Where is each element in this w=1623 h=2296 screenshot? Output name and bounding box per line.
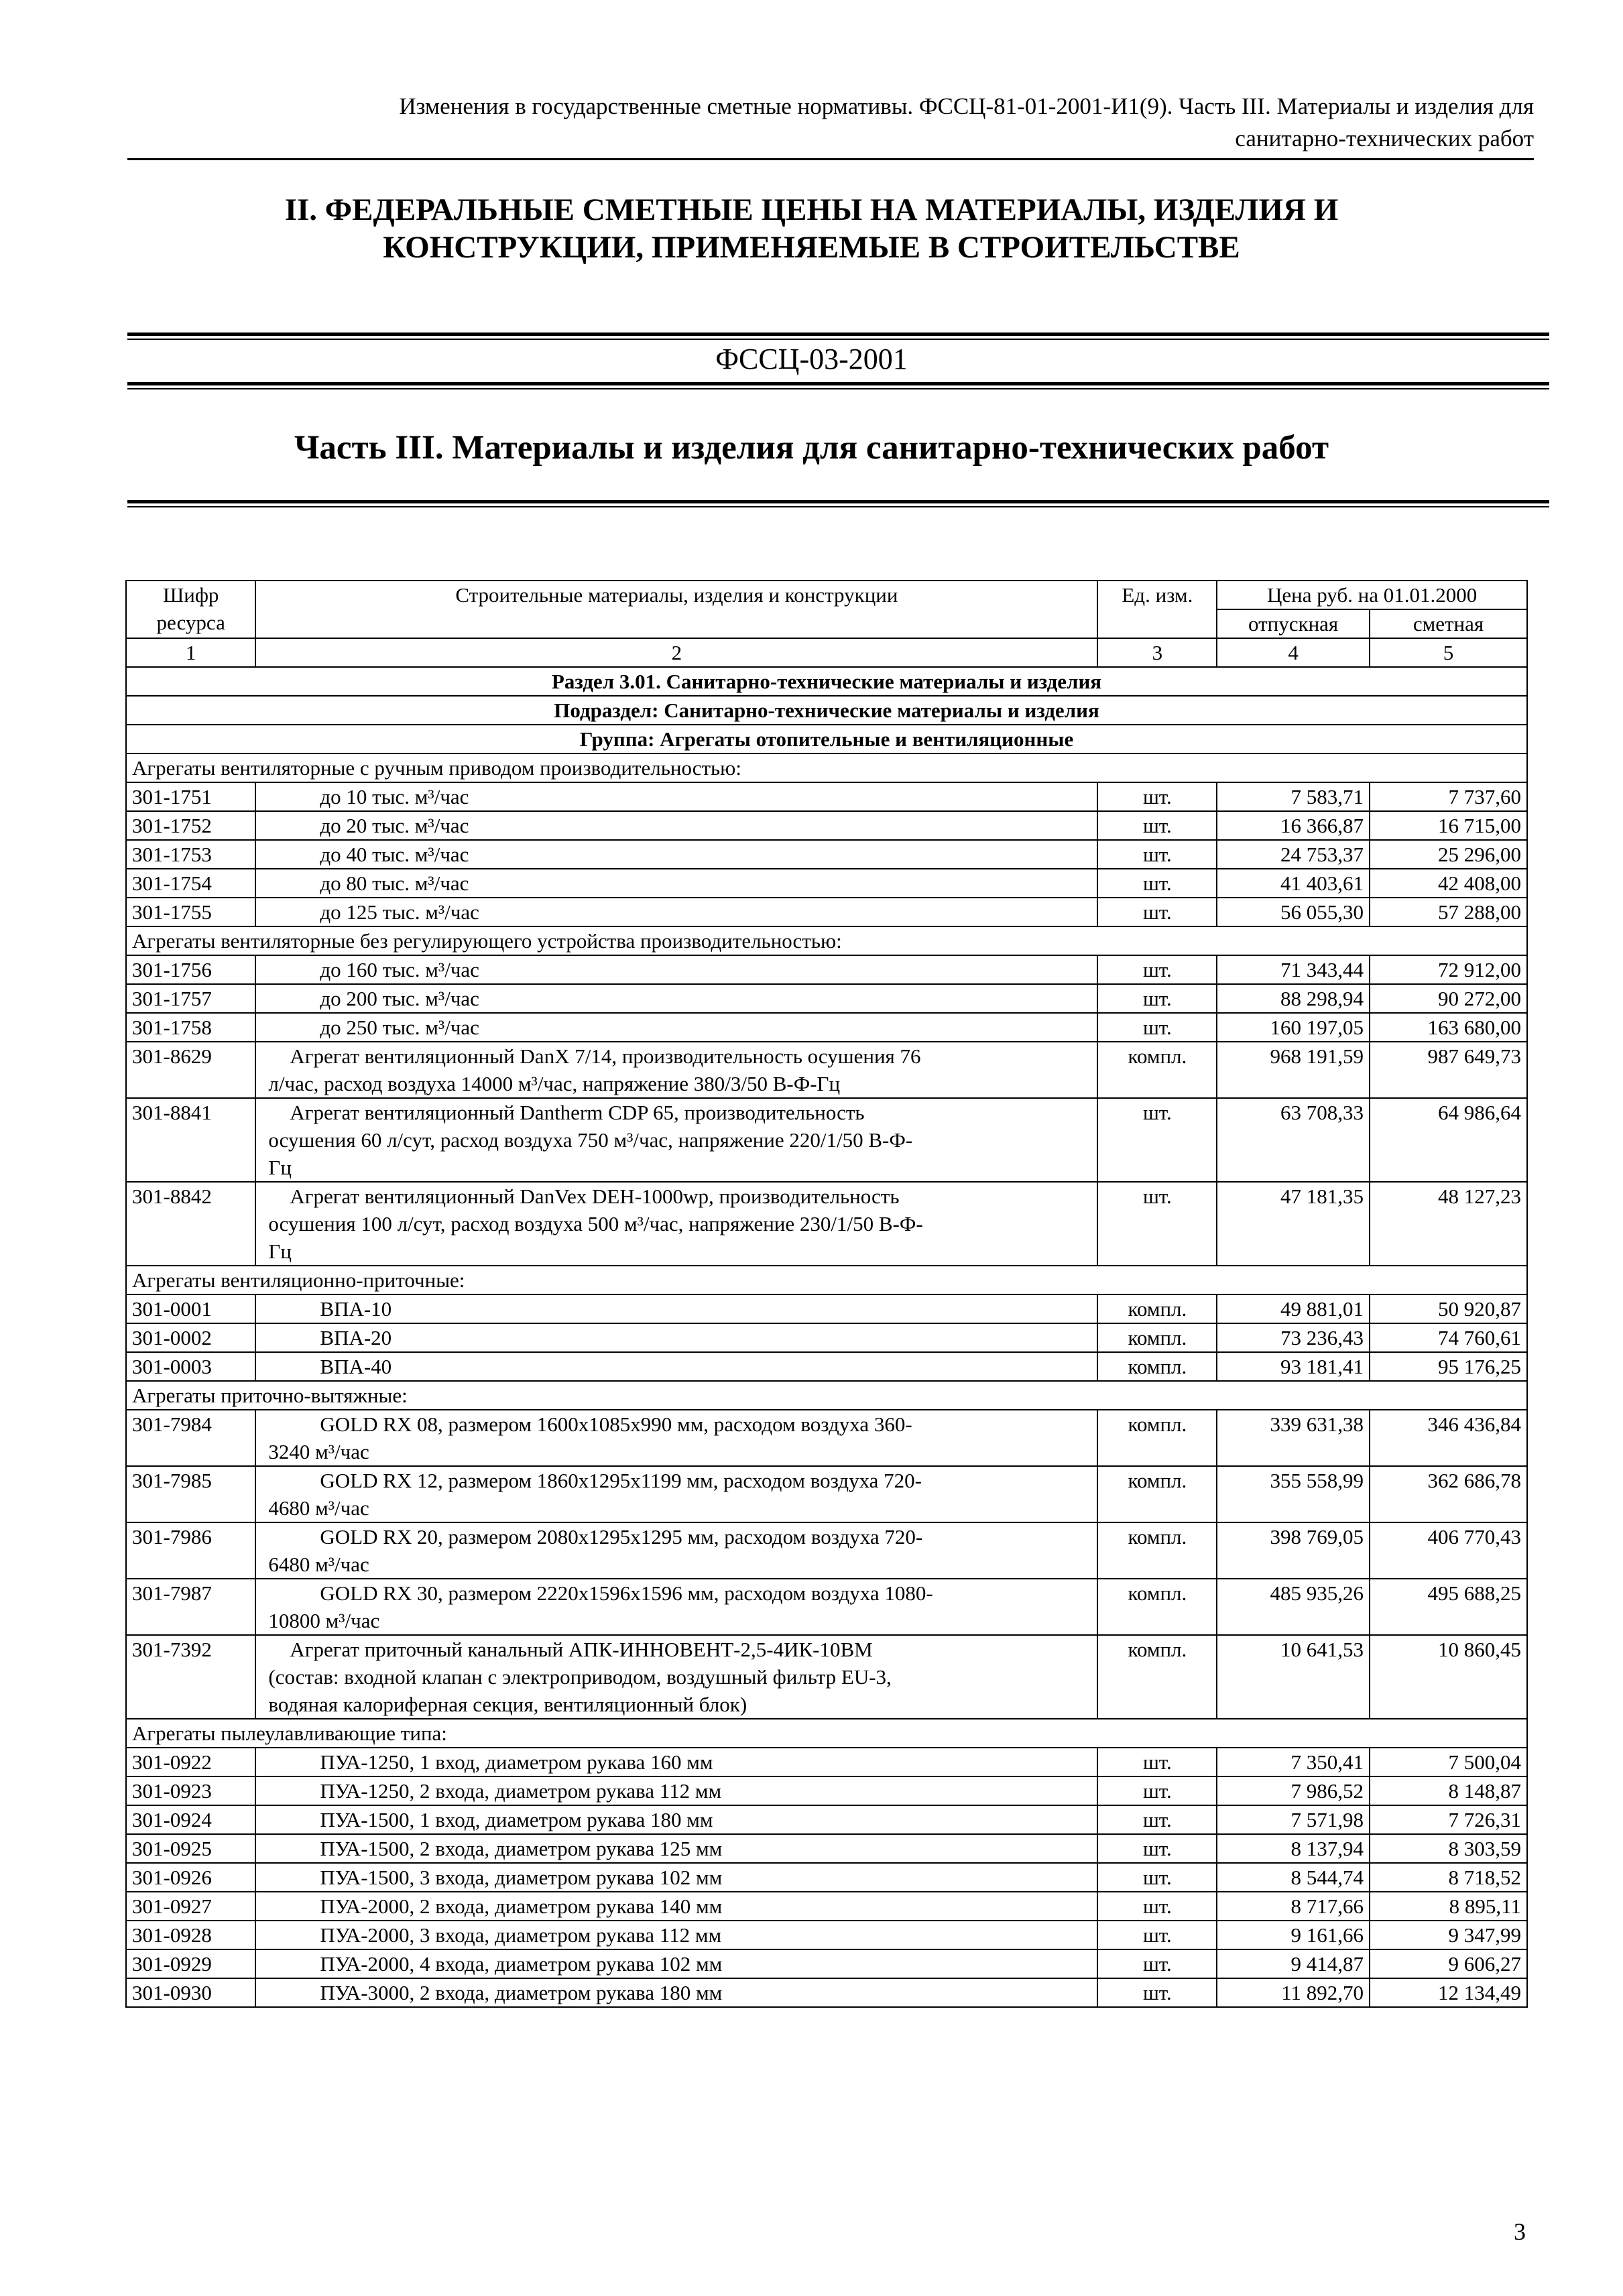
chapter-title xyxy=(0,191,1623,266)
table-row xyxy=(126,1352,1527,1381)
price-table xyxy=(125,580,1528,2008)
table-row xyxy=(126,1466,1527,1522)
estimate-price: 163 680,00 xyxy=(1370,1013,1527,1042)
estimate-price: 8 718,52 xyxy=(1370,1863,1527,1892)
col-number: 5 xyxy=(1370,638,1527,667)
unit: шт. xyxy=(1097,898,1217,926)
section-title: Раздел 3.01. Санитарно-технические материалы и изделия xyxy=(126,667,1527,696)
table-header-row xyxy=(126,581,1527,609)
item-name: GOLD RX 30, размером 2220x1596x1596 мм, расходом воздуха 1080- 10800 м³/час xyxy=(255,1579,1097,1635)
release-price: 968 191,59 xyxy=(1217,1042,1370,1098)
item-name: Агрегат приточный канальный АПК-ИННОВЕНТ-2,5-4ИК-10ВМ (состав: входной клапан с электроприводом, воздушный фильтр EU-3, водяная калориферная секция, вентиляционный блок) xyxy=(255,1635,1097,1719)
table-row xyxy=(126,955,1527,984)
subsection-title: Подраздел: Санитарно-технические материалы и изделия xyxy=(126,696,1527,725)
table-row xyxy=(126,869,1527,898)
unit: шт. xyxy=(1097,869,1217,898)
table-row xyxy=(126,1748,1527,1776)
subgroup-title: Агрегаты приточно-вытяжные: xyxy=(126,1381,1527,1410)
unit: компл. xyxy=(1097,1635,1217,1719)
item-name: до 20 тыс. м³/час xyxy=(255,811,1097,840)
release-price: 7 986,52 xyxy=(1217,1776,1370,1805)
unit: компл. xyxy=(1097,1042,1217,1098)
header-release-price: отпускная xyxy=(1217,609,1370,638)
resource-code: 301-7985 xyxy=(126,1466,255,1522)
header-price: Цена руб. на 01.01.2000 xyxy=(1217,581,1527,609)
header-unit: Ед. изм. xyxy=(1097,581,1217,638)
release-price: 11 892,70 xyxy=(1217,1978,1370,2007)
subgroup-title: Агрегаты вентиляторные без регулирующего устройства производительностью: xyxy=(126,926,1527,955)
resource-code: 301-0927 xyxy=(126,1892,255,1921)
estimate-price: 7 726,31 xyxy=(1370,1805,1527,1834)
estimate-price: 12 134,49 xyxy=(1370,1978,1527,2007)
release-price: 8 137,94 xyxy=(1217,1834,1370,1863)
resource-code: 301-8842 xyxy=(126,1182,255,1266)
unit: шт. xyxy=(1097,1892,1217,1921)
release-price: 7 583,71 xyxy=(1217,782,1370,811)
unit: шт. xyxy=(1097,1978,1217,2007)
table-row xyxy=(126,1978,1527,2007)
estimate-price: 16 715,00 xyxy=(1370,811,1527,840)
col-number: 2 xyxy=(255,638,1097,667)
estimate-price: 7 737,60 xyxy=(1370,782,1527,811)
resource-code: 301-0922 xyxy=(126,1748,255,1776)
unit: шт. xyxy=(1097,984,1217,1013)
table-row xyxy=(126,1522,1527,1579)
column-numbers-row xyxy=(126,638,1527,667)
resource-code: 301-1752 xyxy=(126,811,255,840)
unit: шт. xyxy=(1097,1949,1217,1978)
estimate-price: 362 686,78 xyxy=(1370,1466,1527,1522)
table-row xyxy=(126,1294,1527,1323)
item-name: ПУА-2000, 4 входа, диаметром рукава 102 мм xyxy=(255,1949,1097,1978)
resource-code: 301-7984 xyxy=(126,1410,255,1466)
item-name: до 10 тыс. м³/час xyxy=(255,782,1097,811)
unit: шт. xyxy=(1097,1776,1217,1805)
resource-code: 301-8841 xyxy=(126,1098,255,1182)
unit: компл. xyxy=(1097,1579,1217,1635)
page-number: 3 xyxy=(1514,2218,1526,2245)
divider xyxy=(127,333,1549,336)
table-row xyxy=(126,898,1527,926)
table-row xyxy=(126,1863,1527,1892)
resource-code: 301-7987 xyxy=(126,1579,255,1635)
subsection-row xyxy=(126,696,1527,725)
item-name: до 125 тыс. м³/час xyxy=(255,898,1097,926)
release-price: 9 161,66 xyxy=(1217,1921,1370,1949)
item-name: Агрегат вентиляционный DanX 7/14, производительность осушения 76 л/час, расход воздуха 14000 м³/час, напряжение 380/3/50 В-Ф-Гц xyxy=(255,1042,1097,1098)
divider xyxy=(127,382,1549,385)
resource-code: 301-0930 xyxy=(126,1978,255,2007)
unit: компл. xyxy=(1097,1323,1217,1352)
table-row xyxy=(126,1949,1527,1978)
estimate-price: 64 986,64 xyxy=(1370,1098,1527,1182)
header-code: Шифр ресурса xyxy=(126,581,255,638)
resource-code: 301-0929 xyxy=(126,1949,255,1978)
release-price: 398 769,05 xyxy=(1217,1522,1370,1579)
section-row xyxy=(126,667,1527,696)
release-price: 485 935,26 xyxy=(1217,1579,1370,1635)
estimate-price: 74 760,61 xyxy=(1370,1323,1527,1352)
release-price: 49 881,01 xyxy=(1217,1294,1370,1323)
table-row xyxy=(126,1635,1527,1719)
item-name: до 40 тыс. м³/час xyxy=(255,840,1097,869)
part-title: Часть III. Материалы и изделия для санитарно-технических работ xyxy=(294,429,1329,467)
resource-code: 301-1758 xyxy=(126,1013,255,1042)
unit: шт. xyxy=(1097,1805,1217,1834)
group-row xyxy=(126,725,1527,753)
running-header xyxy=(193,90,1534,155)
estimate-price: 8 303,59 xyxy=(1370,1834,1527,1863)
release-price: 88 298,94 xyxy=(1217,984,1370,1013)
release-price: 47 181,35 xyxy=(1217,1182,1370,1266)
item-name: ПУА-1500, 1 вход, диаметром рукава 180 мм xyxy=(255,1805,1097,1834)
estimate-price: 8 895,11 xyxy=(1370,1892,1527,1921)
release-price: 93 181,41 xyxy=(1217,1352,1370,1381)
subgroup-title: Агрегаты вентиляторные с ручным приводом производительностью: xyxy=(126,753,1527,782)
resource-code: 301-0923 xyxy=(126,1776,255,1805)
estimate-price: 8 148,87 xyxy=(1370,1776,1527,1805)
item-name: до 200 тыс. м³/час xyxy=(255,984,1097,1013)
release-price: 355 558,99 xyxy=(1217,1466,1370,1522)
table-row xyxy=(126,782,1527,811)
release-price: 160 197,05 xyxy=(1217,1013,1370,1042)
header-estimate-price: сметная xyxy=(1370,609,1527,638)
subgroup-row xyxy=(126,1381,1527,1410)
item-name: ВПА-20 xyxy=(255,1323,1097,1352)
item-name: Агрегат вентиляционный Dantherm CDP 65, производительность осушения 60 л/сут, расход воздуха 750 м³/час, напряжение 220/1/50 В-Ф- Гц xyxy=(255,1098,1097,1182)
table-row xyxy=(126,1182,1527,1266)
running-header-line1: Изменения в государственные сметные нормативы. ФССЦ-81-01-2001-И1(9). Часть III. Материалы и изделия для xyxy=(399,93,1534,119)
unit: компл. xyxy=(1097,1294,1217,1323)
item-name: GOLD RX 08, размером 1600x1085x990 мм, расходом воздуха 360- 3240 м³/час xyxy=(255,1410,1097,1466)
resource-code: 301-1757 xyxy=(126,984,255,1013)
unit: шт. xyxy=(1097,1013,1217,1042)
item-name: ПУА-2000, 2 входа, диаметром рукава 140 мм xyxy=(255,1892,1097,1921)
item-name: Агрегат вентиляционный DanVex DEH-1000wp, производительность осушения 100 л/сут, расход воздуха 500 м³/час, напряжение 230/1/50 В-Ф- Гц xyxy=(255,1182,1097,1266)
release-price: 41 403,61 xyxy=(1217,869,1370,898)
unit: шт. xyxy=(1097,1182,1217,1266)
estimate-price: 406 770,43 xyxy=(1370,1522,1527,1579)
release-price: 56 055,30 xyxy=(1217,898,1370,926)
header-name: Строительные материалы, изделия и конструкции xyxy=(255,581,1097,638)
release-price: 339 631,38 xyxy=(1217,1410,1370,1466)
col-number: 3 xyxy=(1097,638,1217,667)
unit: компл. xyxy=(1097,1466,1217,1522)
unit: шт. xyxy=(1097,840,1217,869)
chapter-title-line1: II. ФЕДЕРАЛЬНЫЕ СМЕТНЫЕ ЦЕНЫ НА МАТЕРИАЛЫ, ИЗДЕЛИЯ И xyxy=(284,192,1339,227)
item-name: GOLD RX 12, размером 1860x1295x1199 мм, расходом воздуха 720- 4680 м³/час xyxy=(255,1466,1097,1522)
resource-code: 301-0001 xyxy=(126,1294,255,1323)
resource-code: 301-1751 xyxy=(126,782,255,811)
group-title: Группа: Агрегаты отопительные и вентиляционные xyxy=(126,725,1527,753)
resource-code: 301-1754 xyxy=(126,869,255,898)
subgroup-title: Агрегаты вентиляционно-приточные: xyxy=(126,1266,1527,1294)
subgroup-row xyxy=(126,753,1527,782)
unit: шт. xyxy=(1097,955,1217,984)
estimate-price: 25 296,00 xyxy=(1370,840,1527,869)
resource-code: 301-0926 xyxy=(126,1863,255,1892)
release-price: 71 343,44 xyxy=(1217,955,1370,984)
item-name: GOLD RX 20, размером 2080x1295x1295 мм, расходом воздуха 720- 6480 м³/час xyxy=(255,1522,1097,1579)
release-price: 7 571,98 xyxy=(1217,1805,1370,1834)
unit: шт. xyxy=(1097,1098,1217,1182)
unit: шт. xyxy=(1097,1863,1217,1892)
col-number: 1 xyxy=(126,638,255,667)
resource-code: 301-0925 xyxy=(126,1834,255,1863)
resource-code: 301-1753 xyxy=(126,840,255,869)
col-number: 4 xyxy=(1217,638,1370,667)
release-price: 9 414,87 xyxy=(1217,1949,1370,1978)
unit: шт. xyxy=(1097,811,1217,840)
resource-code: 301-0924 xyxy=(126,1805,255,1834)
item-name: до 250 тыс. м³/час xyxy=(255,1013,1097,1042)
table-row xyxy=(126,1834,1527,1863)
estimate-price: 42 408,00 xyxy=(1370,869,1527,898)
subgroup-row xyxy=(126,926,1527,955)
unit: шт. xyxy=(1097,1748,1217,1776)
resource-code: 301-7986 xyxy=(126,1522,255,1579)
estimate-price: 9 606,27 xyxy=(1370,1949,1527,1978)
release-price: 24 753,37 xyxy=(1217,840,1370,869)
table-row xyxy=(126,1410,1527,1466)
table-row xyxy=(126,840,1527,869)
release-price: 8 717,66 xyxy=(1217,1892,1370,1921)
item-name: до 80 тыс. м³/час xyxy=(255,869,1097,898)
table-row xyxy=(126,1921,1527,1949)
estimate-price: 48 127,23 xyxy=(1370,1182,1527,1266)
table-row xyxy=(126,811,1527,840)
item-name: до 160 тыс. м³/час xyxy=(255,955,1097,984)
release-price: 10 641,53 xyxy=(1217,1635,1370,1719)
table-row xyxy=(126,1098,1527,1182)
table-row xyxy=(126,1805,1527,1834)
item-name: ПУА-1500, 2 входа, диаметром рукава 125 мм xyxy=(255,1834,1097,1863)
resource-code: 301-7392 xyxy=(126,1635,255,1719)
estimate-price: 72 912,00 xyxy=(1370,955,1527,984)
unit: шт. xyxy=(1097,1834,1217,1863)
estimate-price: 987 649,73 xyxy=(1370,1042,1527,1098)
subgroup-row xyxy=(126,1266,1527,1294)
subgroup-row xyxy=(126,1719,1527,1748)
estimate-price: 9 347,99 xyxy=(1370,1921,1527,1949)
release-price: 8 544,74 xyxy=(1217,1863,1370,1892)
header-rule xyxy=(127,158,1534,160)
unit: шт. xyxy=(1097,782,1217,811)
resource-code: 301-0928 xyxy=(126,1921,255,1949)
table-row xyxy=(126,984,1527,1013)
resource-code: 301-1756 xyxy=(126,955,255,984)
item-name: ПУА-1250, 1 вход, диаметром рукава 160 мм xyxy=(255,1748,1097,1776)
subgroup-title: Агрегаты пылеулавливающие типа: xyxy=(126,1719,1527,1748)
resource-code: 301-0002 xyxy=(126,1323,255,1352)
table-row xyxy=(126,1323,1527,1352)
estimate-price: 57 288,00 xyxy=(1370,898,1527,926)
release-price: 63 708,33 xyxy=(1217,1098,1370,1182)
unit: компл. xyxy=(1097,1352,1217,1381)
estimate-price: 346 436,84 xyxy=(1370,1410,1527,1466)
estimate-price: 50 920,87 xyxy=(1370,1294,1527,1323)
item-name: ВПА-40 xyxy=(255,1352,1097,1381)
item-name: ПУА-2000, 3 входа, диаметром рукава 112 мм xyxy=(255,1921,1097,1949)
table-row xyxy=(126,1013,1527,1042)
item-name: ПУА-1250, 2 входа, диаметром рукава 112 мм xyxy=(255,1776,1097,1805)
resource-code: 301-0003 xyxy=(126,1352,255,1381)
estimate-price: 90 272,00 xyxy=(1370,984,1527,1013)
estimate-price: 495 688,25 xyxy=(1370,1579,1527,1635)
estimate-price: 7 500,04 xyxy=(1370,1748,1527,1776)
item-name: ПУА-1500, 3 входа, диаметром рукава 102 мм xyxy=(255,1863,1097,1892)
release-price: 7 350,41 xyxy=(1217,1748,1370,1776)
table-row xyxy=(126,1579,1527,1635)
unit: компл. xyxy=(1097,1410,1217,1466)
table-row xyxy=(126,1776,1527,1805)
table-row xyxy=(126,1042,1527,1098)
release-price: 16 366,87 xyxy=(1217,811,1370,840)
unit: компл. xyxy=(1097,1522,1217,1579)
divider xyxy=(127,500,1549,503)
release-price: 73 236,43 xyxy=(1217,1323,1370,1352)
unit: шт. xyxy=(1097,1921,1217,1949)
item-name: ВПА-10 xyxy=(255,1294,1097,1323)
resource-code: 301-1755 xyxy=(126,898,255,926)
item-name: ПУА-3000, 2 входа, диаметром рукава 180 мм xyxy=(255,1978,1097,2007)
estimate-price: 10 860,45 xyxy=(1370,1635,1527,1719)
table-row xyxy=(126,1892,1527,1921)
running-header-line2: санитарно-технических работ xyxy=(1235,125,1534,152)
chapter-title-line2: КОНСТРУКЦИИ, ПРИМЕНЯЕМЫЕ В СТРОИТЕЛЬСТВЕ xyxy=(383,230,1240,265)
collection-code: ФССЦ-03-2001 xyxy=(715,343,908,375)
resource-code: 301-8629 xyxy=(126,1042,255,1098)
estimate-price: 95 176,25 xyxy=(1370,1352,1527,1381)
